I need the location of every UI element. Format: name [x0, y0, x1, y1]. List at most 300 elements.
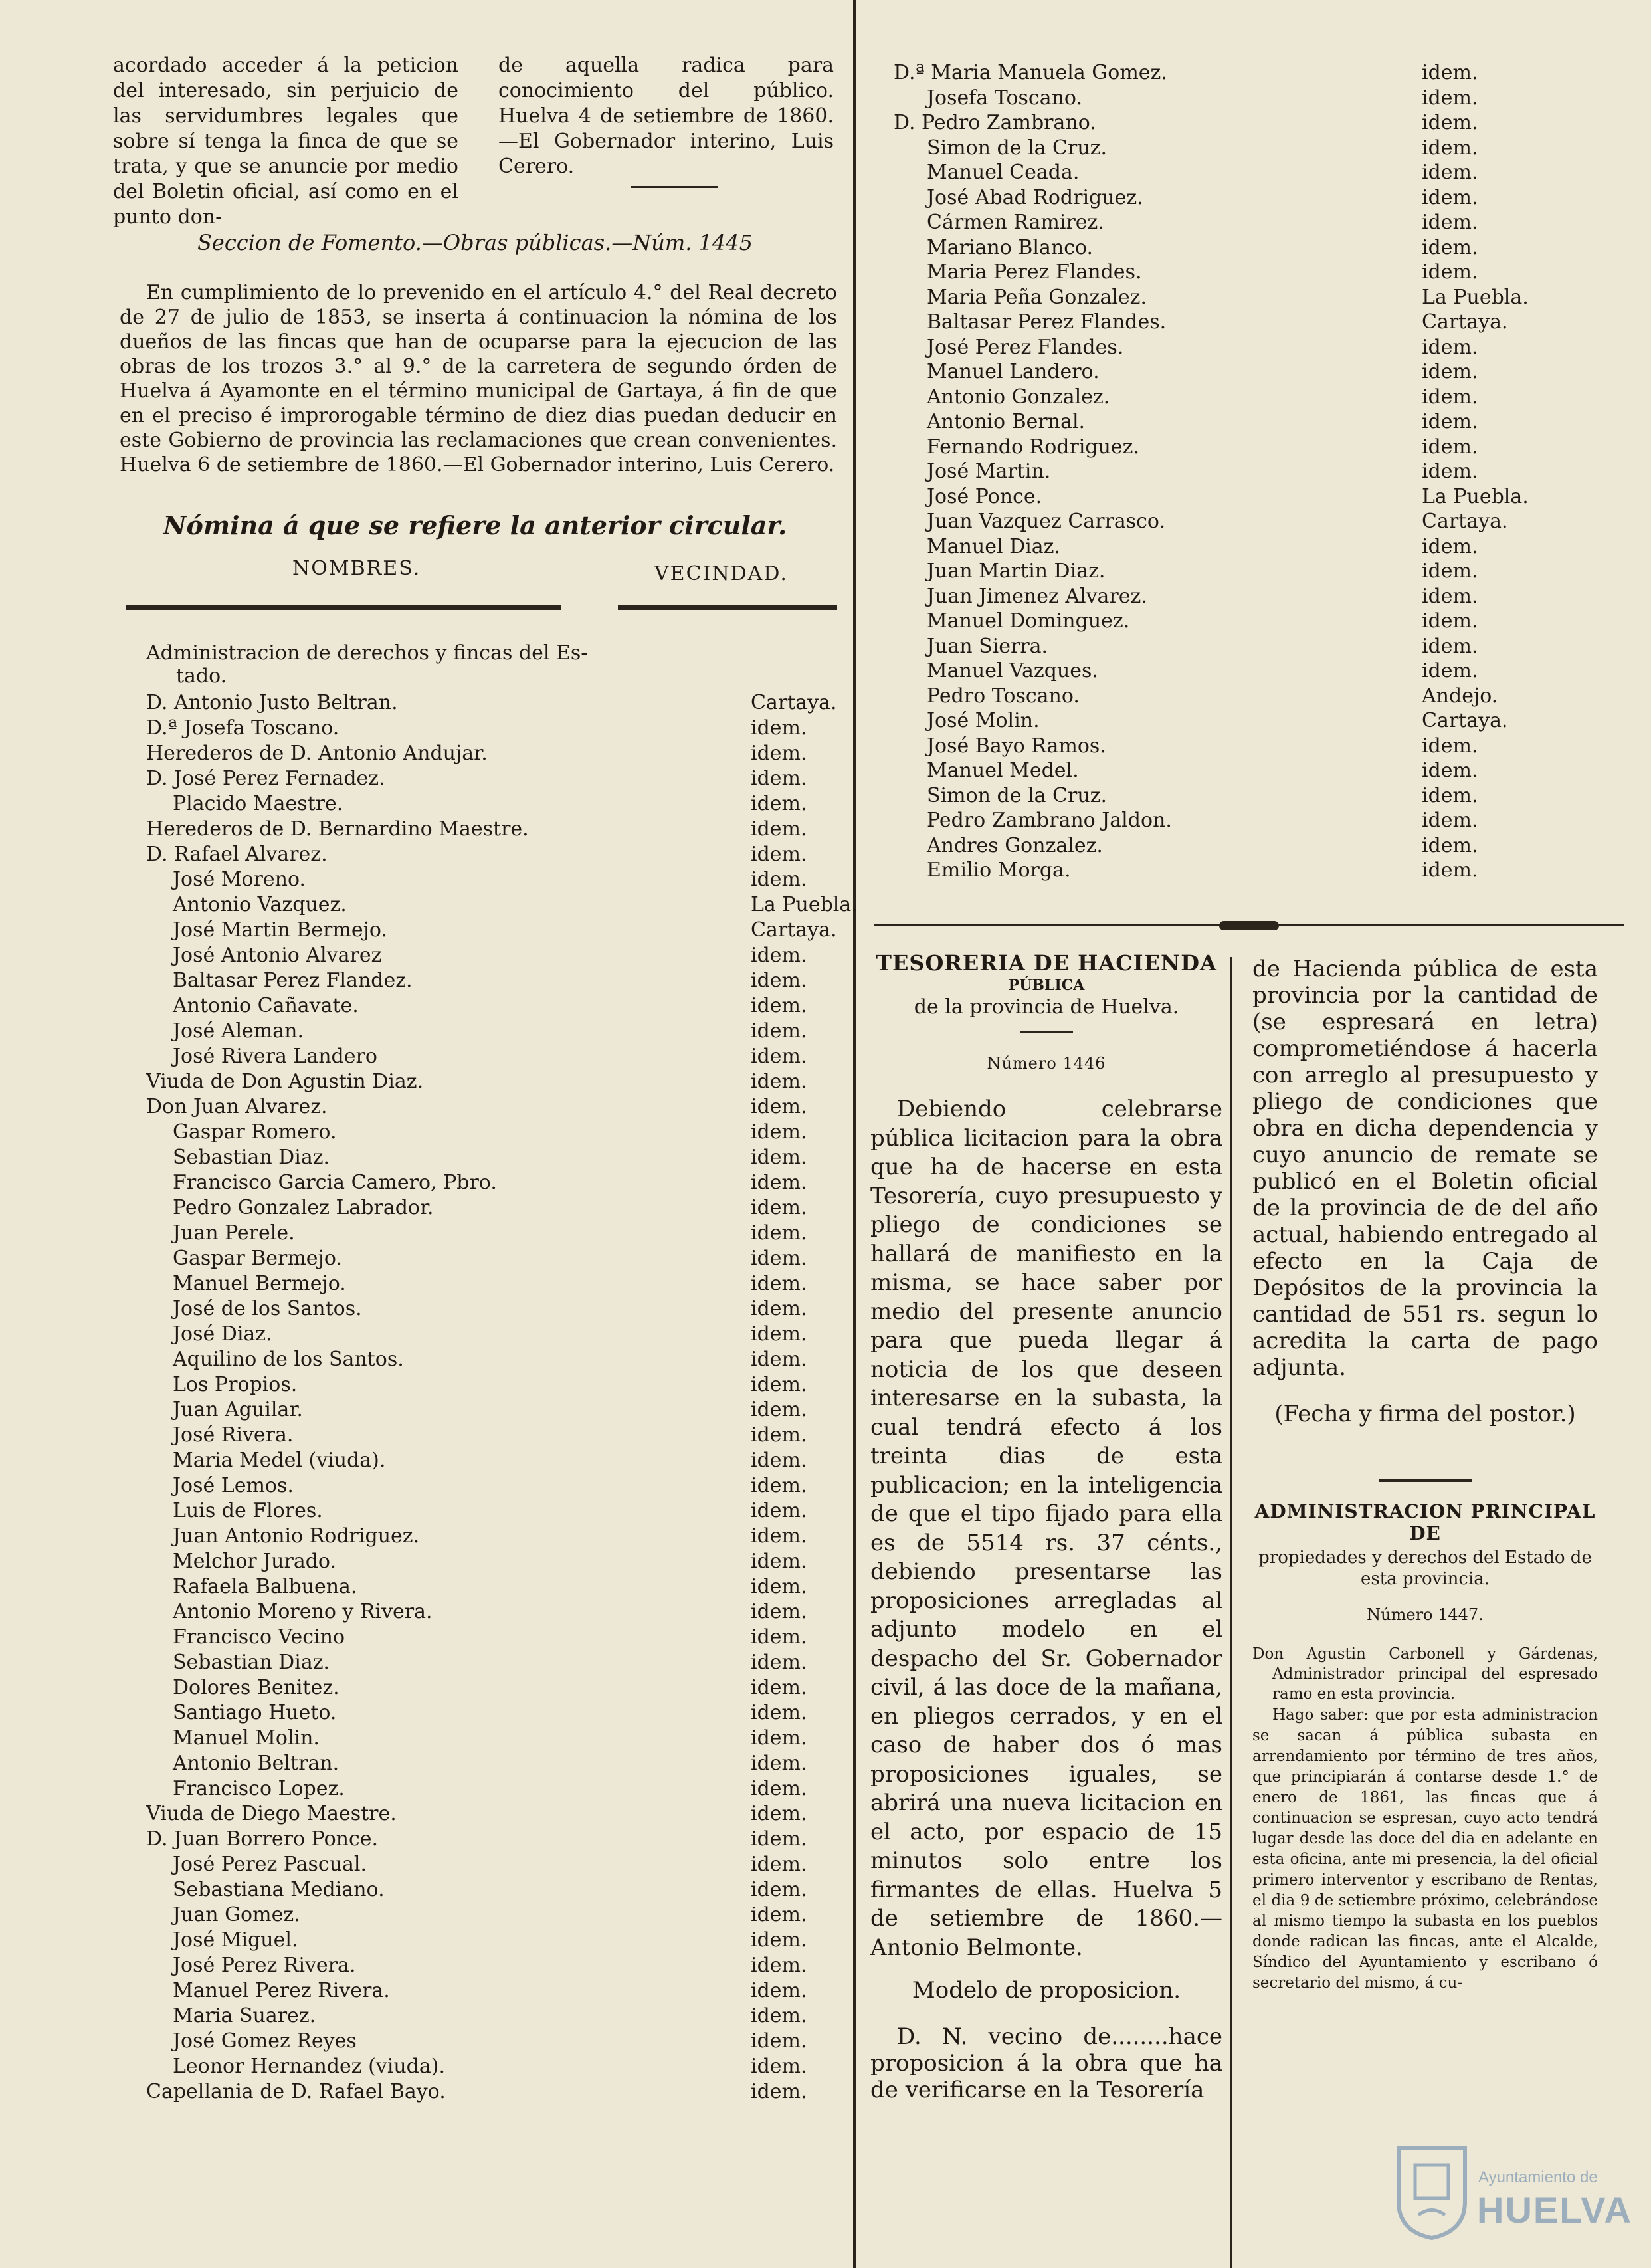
owner-name: Gaspar Bermejo.	[173, 1247, 342, 1270]
owner-name: Juan Antonio Rodriguez.	[173, 1524, 420, 1548]
owner-name: José Gomez Reyes	[173, 2029, 357, 2053]
header-vecindad: VECINDAD.	[654, 562, 788, 585]
owner-vecindad: Andejo.	[1422, 684, 1498, 708]
list-item	[146, 1221, 837, 1247]
owner-vecindad: idem.	[751, 1499, 807, 1522]
owner-name: José Antonio Alvarez	[173, 944, 382, 967]
list-item	[894, 211, 1571, 236]
list-item	[894, 385, 1571, 411]
owner-name: José Rivera Landero	[173, 1045, 377, 1068]
owner-vecindad: idem.	[751, 1070, 807, 1093]
list-item	[146, 1348, 837, 1373]
right-entries-list	[894, 61, 1571, 912]
owner-name: D.ª Josefa Toscano.	[146, 716, 340, 740]
owner-name: José Moreno.	[173, 868, 306, 891]
list-item	[146, 2080, 837, 2105]
owner-name: Francisco Lopez.	[173, 1777, 345, 1800]
owner-name: D. José Perez Fernadez.	[146, 767, 385, 790]
owner-vecindad: idem.	[751, 1423, 807, 1447]
owner-name: Herederos de D. Bernardino Maestre.	[146, 817, 529, 841]
list-item	[894, 86, 1571, 112]
list-item	[894, 360, 1571, 385]
list-item	[146, 1019, 837, 1045]
list-item	[146, 868, 837, 893]
list-item	[146, 1423, 837, 1449]
shield-icon	[1392, 2142, 1472, 2241]
owner-vecindad: idem.	[751, 1247, 807, 1270]
list-item	[894, 111, 1571, 136]
admin-title: ADMINISTRACION PRINCIPAL DE	[1254, 1500, 1596, 1544]
owner-name: Antonio Vazquez.	[173, 893, 347, 916]
owner-vecindad: idem.	[751, 1322, 807, 1346]
owner-vecindad: idem.	[751, 1146, 807, 1169]
owner-name: Francisco Garcia Camero, Pbro.	[173, 1171, 497, 1194]
owner-name: Manuel Landero.	[927, 360, 1100, 383]
owner-name: Sebastian Diaz.	[173, 1146, 330, 1169]
list-item	[146, 742, 837, 767]
list-item	[146, 792, 837, 817]
list-item	[894, 635, 1571, 660]
owner-vecindad: idem.	[751, 1701, 807, 1724]
owner-name: José de los Santos.	[173, 1297, 362, 1320]
nomina-title: Nómina á que se refiere la anterior circular.	[163, 510, 787, 540]
list-item	[146, 1802, 837, 1827]
list-item	[894, 136, 1571, 161]
owner-vecindad: idem.	[751, 1171, 807, 1194]
owner-name: Baltasar Perez Flandes.	[927, 310, 1167, 334]
left-entries-list	[146, 691, 858, 2153]
tesoreria-notice	[870, 950, 1222, 2103]
list-item	[146, 1272, 837, 1297]
owner-vecindad: idem.	[751, 1524, 807, 1548]
owner-vecindad: idem.	[1422, 534, 1478, 558]
owner-vecindad: idem.	[751, 742, 807, 765]
tesoreria-subtitle-province: de la provincia de Huelva.	[914, 995, 1179, 1019]
owner-name: José Perez Pascual.	[173, 1853, 367, 1876]
owner-vecindad: idem.	[751, 716, 807, 740]
owner-name: Don Juan Alvarez.	[146, 1095, 328, 1118]
tesoreria-continued	[1252, 956, 1598, 1994]
owner-vecindad: idem.	[1422, 385, 1478, 409]
list-item	[894, 510, 1571, 535]
list-item	[894, 834, 1571, 859]
list-item	[146, 1827, 837, 1853]
owner-vecindad: idem.	[1422, 61, 1478, 84]
owner-name: Antonio Beltran.	[173, 1752, 340, 1775]
owner-name: Josefa Toscano.	[927, 86, 1082, 110]
owner-vecindad: idem.	[751, 1676, 807, 1699]
list-item	[146, 767, 837, 792]
list-item	[146, 1954, 837, 1979]
owner-name: Francisco Vecino	[173, 1625, 345, 1649]
owner-vecindad: idem.	[751, 1095, 807, 1118]
list-item	[146, 1853, 837, 1878]
owner-vecindad: idem.	[1422, 634, 1478, 658]
list-item	[894, 410, 1571, 435]
owner-vecindad: idem.	[751, 1928, 807, 1952]
list-item	[146, 1297, 837, 1322]
tesoreria-continued-text: de Hacienda pública de esta provincia por la cantidad de (se espresará en letra) comprometiéndose á hacerla con arreglo al presupuesto y pliego de condiciones que obra en dicha dependencia y cuyo anuncio de remate se publicó en el Boletin oficial de la provincia de de del año actual, habiendo entregado al efecto en la Caja de Depósitos de la provincia la cantidad de 551 rs. segun lo acredita la carta de pago adjunta.	[1252, 956, 1598, 1381]
list-item	[146, 1676, 837, 1701]
owner-name: Santiago Hueto.	[173, 1701, 337, 1724]
owner-name: Antonio Bernal.	[927, 410, 1086, 433]
owner-vecindad: idem.	[751, 1827, 807, 1851]
owner-vecindad: idem.	[1422, 235, 1478, 259]
owner-vecindad: Cartaya.	[751, 691, 837, 714]
ornament-divider	[874, 921, 1624, 930]
tesoreria-signature: (Fecha y firma del postor.)	[1274, 1401, 1576, 1427]
owner-name: Maria Peña Gonzalez.	[927, 285, 1147, 309]
admin-number: Número 1447.	[1367, 1605, 1484, 1624]
list-item	[894, 759, 1571, 784]
owner-name: Juan Gomez.	[173, 1903, 300, 1926]
list-item	[894, 61, 1571, 86]
list-item	[894, 161, 1571, 186]
table-header	[113, 557, 837, 617]
list-item	[146, 2004, 837, 2029]
admin-body: Hago saber: que por esta administracion se sacan á pública subasta en arrendamiento por término de tres años, que principiarán á contarse desde 1.° de enero de 1861, las fincas que á continuacion se espresan, cuyo acto tendrá lugar desde las doce del dia en adelante en esta oficina, ante mi presencia, la del oficial primero interventor y escribano de Rentas, el dia 9 de setiembre próximo, celebrándose al mismo tiempo la subasta en los pueblos donde radican las fincas, ante el Alcalde, Síndico del Ayuntamiento y escribano ó secretario del mismo, á cu-	[1252, 1706, 1598, 1992]
owner-vecindad: idem.	[751, 2055, 807, 2078]
list-item	[146, 1600, 837, 1625]
list-item	[894, 460, 1571, 485]
owner-name: Manuel Ceada.	[927, 161, 1080, 184]
list-item	[146, 1928, 837, 1954]
list-item	[146, 1625, 837, 1651]
owner-name: Baltasar Perez Flandez.	[173, 969, 413, 992]
owner-vecindad: idem.	[1422, 335, 1478, 359]
list-item	[146, 1070, 837, 1095]
owner-vecindad: Cartaya.	[751, 918, 837, 942]
first-entry-line2: tado.	[176, 665, 227, 688]
owner-name: D. Juan Borrero Ponce.	[146, 1827, 379, 1851]
owner-vecindad: idem.	[1422, 211, 1478, 234]
tesoreria-body: Debiendo celebrarse pública licitacion para la obra que ha de hacerse en esta Tesorería, cuyo presupuesto y pliego de condiciones se hallará de manifiesto en la misma, se hace saber por medio del presente anuncio para que pueda llegar á noticia de los que deseen interesarse en la subasta, la cual tendrá efecto á los treinta dias de esta publicacion; en la inteligencia de que el tipo fijado para ella es de 5514 rs. 37 cénts., debiendo presentarse las proposiciones arregladas al adjunto modelo en el despacho del Sr. Gobernador civil, á las doce de la mañana, en pliegos cerrados, y en el caso de haber dos ó mas proposiciones iguales, se abrirá una nueva licitacion en el acto, por espacio de 15 minutos solo entre los firmantes de ellas. Huelva 5 de setiembre de 1860.—Antonio Belmonte.	[870, 1096, 1222, 1961]
owner-vecindad: idem.	[1422, 783, 1478, 807]
watermark-line1: Ayuntamiento de	[1478, 2168, 1598, 2186]
list-item	[146, 691, 837, 716]
list-item	[894, 560, 1571, 585]
list-item	[894, 709, 1571, 734]
owner-vecindad: idem.	[751, 1802, 807, 1825]
owner-vecindad: idem.	[751, 969, 807, 992]
owner-vecindad: idem.	[1422, 560, 1478, 583]
owner-name: Manuel Vazques.	[927, 659, 1098, 682]
list-item	[146, 1449, 837, 1474]
model-title: Modelo de proposicion.	[912, 1977, 1181, 2004]
owner-vecindad: idem.	[1422, 460, 1478, 483]
watermark-line2: HUELVA	[1477, 2189, 1632, 2231]
owner-vecindad: idem.	[1422, 111, 1478, 134]
list-item	[146, 1373, 837, 1398]
owner-name: Manuel Perez Rivera.	[173, 1979, 390, 2002]
owner-name: José Miguel.	[173, 1928, 298, 1952]
owner-name: José Perez Rivera.	[173, 1954, 356, 1977]
owner-name: Juan Sierra.	[927, 634, 1048, 658]
owner-name: Manuel Diaz.	[927, 534, 1061, 558]
list-item	[894, 659, 1571, 684]
owner-vecindad: idem.	[751, 1625, 807, 1649]
list-item	[894, 609, 1571, 635]
list-item	[146, 1701, 837, 1726]
owner-name: Mariano Blanco.	[927, 235, 1094, 259]
owner-vecindad: idem.	[1422, 360, 1478, 383]
list-item	[146, 1777, 837, 1802]
owner-name: Fernando Rodriguez.	[927, 435, 1140, 459]
owner-vecindad: idem.	[751, 1045, 807, 1068]
admin-divider	[1379, 1479, 1472, 1482]
owner-vecindad: idem.	[751, 843, 807, 866]
admin-intro: Don Agustin Carbonell y Gárdenas, Administrador principal del espresado ramo en esta provincia.	[1252, 1645, 1598, 1702]
owner-name: José Lemos.	[173, 1474, 294, 1497]
owner-name: Aquilino de los Santos.	[173, 1348, 404, 1371]
list-item	[146, 969, 837, 994]
owner-name: Cármen Ramirez.	[927, 211, 1104, 234]
owner-vecindad: idem.	[1422, 86, 1478, 110]
owner-name: D. Rafael Alvarez.	[146, 843, 328, 866]
owner-name: Capellania de D. Rafael Bayo.	[146, 2080, 446, 2103]
list-item	[146, 1979, 837, 2004]
owner-name: Rafaela Balbuena.	[173, 1575, 357, 1598]
owner-vecindad: idem.	[751, 1651, 807, 1674]
list-item	[894, 260, 1571, 286]
tesoreria-title: TESORERIA DE HACIENDA	[876, 950, 1217, 976]
owner-name: Herederos de D. Antonio Andujar.	[146, 742, 488, 765]
owner-vecindad: idem.	[751, 2029, 807, 2053]
list-item	[894, 535, 1571, 560]
owner-name: Pedro Zambrano Jaldon.	[927, 809, 1172, 832]
column-rule-left	[853, 0, 856, 2268]
owner-name: José Bayo Ramos.	[927, 734, 1106, 758]
owner-name: Juan Martin Diaz.	[927, 560, 1106, 583]
tesoreria-divider	[1020, 1031, 1073, 1033]
intro-left-text: acordado acceder á la peticion del interesado, sin perjuicio de las servidumbres legales que sobre sí tenga la finca de que se trata, y que se anuncie por medio del Boletin oficial, así como en el punto don-	[113, 54, 458, 229]
owner-vecindad: La Puebla.	[751, 893, 858, 916]
list-item	[146, 1196, 837, 1221]
owner-vecindad: idem.	[751, 2004, 807, 2027]
header-rule-names	[126, 605, 561, 610]
owner-vecindad: Cartaya.	[1422, 709, 1508, 732]
admin-subtitle: propiedades y derechos del Estado de esta provincia.	[1258, 1548, 1592, 1589]
owner-vecindad: idem.	[1422, 584, 1478, 608]
owner-vecindad: idem.	[751, 1120, 807, 1144]
owner-vecindad: idem.	[751, 1600, 807, 1623]
list-item	[894, 684, 1571, 710]
owner-vecindad: idem.	[1422, 185, 1478, 209]
list-item	[894, 859, 1571, 884]
owner-name: Viuda de Don Agustin Diaz.	[146, 1070, 424, 1093]
owner-name: Juan Perele.	[173, 1221, 295, 1245]
header-names: NOMBRES.	[292, 557, 421, 580]
owner-name: Manuel Medel.	[927, 759, 1079, 782]
owner-vecindad: idem.	[751, 1550, 807, 1573]
owner-vecindad: Cartaya.	[1422, 510, 1508, 533]
list-item	[146, 944, 837, 969]
owner-name: José Abad Rodriguez.	[927, 185, 1143, 209]
list-item	[146, 893, 858, 918]
owner-name: Antonio Moreno y Rivera.	[173, 1600, 433, 1623]
owner-name: Manuel Bermejo.	[173, 1272, 346, 1295]
owner-vecindad: idem.	[1422, 659, 1478, 682]
owner-vecindad: idem.	[1422, 410, 1478, 433]
owner-vecindad: idem.	[751, 1196, 807, 1219]
owner-name: Antonio Gonzalez.	[927, 385, 1110, 409]
list-item	[146, 2055, 837, 2080]
list-item	[894, 336, 1571, 361]
owner-name: Placido Maestre.	[173, 792, 343, 815]
owner-name: Maria Perez Flandes.	[927, 260, 1142, 284]
owner-name: Sebastiana Mediano.	[173, 1878, 385, 1901]
owner-name: Juan Aguilar.	[173, 1398, 303, 1421]
owner-name: José Diaz.	[173, 1322, 272, 1346]
owner-name: Gaspar Romero.	[173, 1120, 337, 1144]
list-item	[894, 734, 1571, 760]
owner-vecindad: La Puebla.	[1422, 285, 1529, 309]
huelva-watermark	[1392, 2142, 1632, 2241]
list-item	[146, 1322, 837, 1348]
header-rule-vecindad	[618, 605, 837, 610]
owner-name: Luis de Flores.	[173, 1499, 323, 1522]
owner-name: José Molin.	[927, 709, 1040, 732]
owner-vecindad: idem.	[751, 1019, 807, 1043]
owner-vecindad: idem.	[751, 1272, 807, 1295]
owner-vecindad: idem.	[1422, 734, 1478, 758]
list-item	[146, 994, 837, 1019]
owner-name: Maria Medel (viuda).	[173, 1449, 386, 1472]
owner-vecindad: idem.	[751, 1373, 807, 1396]
owner-vecindad: idem.	[1422, 161, 1478, 184]
list-item	[146, 1726, 837, 1752]
owner-name: José Martin Bermejo.	[173, 918, 387, 942]
owner-name: Manuel Dominguez.	[927, 609, 1130, 633]
owner-vecindad: idem.	[751, 1903, 807, 1926]
list-item	[146, 843, 837, 868]
list-item	[146, 1398, 837, 1423]
owner-name: José Martin.	[927, 460, 1051, 483]
owner-vecindad: idem.	[751, 1954, 807, 1977]
owner-name: Manuel Molin.	[173, 1726, 320, 1750]
owner-name: Juan Vazquez Carrasco.	[927, 510, 1165, 533]
owner-vecindad: idem.	[1422, 435, 1478, 459]
owner-vecindad: idem.	[751, 792, 807, 815]
list-item	[894, 286, 1571, 311]
list-item	[894, 809, 1571, 834]
list-item	[146, 716, 837, 742]
list-item	[146, 1146, 837, 1171]
list-item	[146, 1550, 837, 1575]
owner-vecindad: idem.	[751, 944, 807, 967]
owner-vecindad: idem.	[751, 767, 807, 790]
owner-name: Sebastian Diaz.	[173, 1651, 330, 1674]
model-body: D. N. vecino de........hace proposicion á la obra que ha de verificarse en la Tesorería	[870, 2023, 1222, 2103]
list-item	[146, 1120, 837, 1146]
owner-vecindad: idem.	[751, 1777, 807, 1800]
list-item	[894, 485, 1571, 510]
list-item	[146, 1247, 837, 1272]
decree-text: En cumplimiento de lo prevenido en el artículo 4.° del Real decreto de 27 de julio de 1853, se inserta á continuacion la nómina de los dueños de las fincas que han de ocuparse para la ejecucion de las obras de los trozos 3.° al 9.° de la carretera de segundo órden de Huelva á Ayamonte en el término municipal de Gartaya, á fin de que en el preciso é improrogable término de diez dias puedan deducir en este Gobierno de provincia las reclamaciones que crean convenientes. Huelva 6 de setiembre de 1860.—El Gobernador interino, Luis Cerero.	[120, 281, 837, 476]
list-item	[146, 1878, 837, 1903]
owner-vecindad: Cartaya.	[1422, 310, 1508, 334]
owner-name: D.ª Maria Manuela Gomez.	[894, 61, 1167, 84]
list-item	[146, 1752, 837, 1777]
list-item	[146, 918, 837, 944]
owner-name: José Aleman.	[173, 1019, 304, 1043]
list-item	[894, 585, 1571, 610]
list-item	[894, 435, 1571, 461]
tesoreria-number: Número 1446	[987, 1054, 1106, 1073]
owner-vecindad: idem.	[1422, 859, 1478, 882]
owner-name: Juan Jimenez Alvarez.	[927, 584, 1147, 608]
owner-name: Simon de la Cruz.	[927, 783, 1107, 807]
owner-vecindad: idem.	[751, 2080, 807, 2103]
owner-name: D. Pedro Zambrano.	[894, 111, 1096, 134]
intro-right-text: de aquella radica para conocimiento del público. Huelva 4 de setiembre de 1860.—El Gobernador interino, Luis Cerero.	[498, 54, 834, 178]
tesoreria-subtitle: PÚBLICA	[1008, 977, 1085, 994]
owner-name: Maria Suarez.	[173, 2004, 316, 2027]
owner-vecindad: idem.	[751, 1398, 807, 1421]
owner-vecindad: idem.	[751, 1449, 807, 1472]
owner-name: Viuda de Diego Maestre.	[146, 1802, 397, 1825]
owner-vecindad: idem.	[751, 1575, 807, 1598]
section-title: Seccion de Fomento.—Obras públicas.—Núm. 1445	[197, 230, 753, 255]
owner-vecindad: idem.	[751, 1221, 807, 1245]
owner-vecindad: idem.	[1422, 809, 1478, 832]
owner-name: José Perez Flandes.	[927, 335, 1124, 359]
column-rule-right	[1230, 957, 1232, 2268]
owner-vecindad: idem.	[751, 817, 807, 841]
owner-name: Antonio Cañavate.	[173, 994, 359, 1017]
owner-vecindad: idem.	[1422, 759, 1478, 782]
owner-vecindad: idem.	[751, 1474, 807, 1497]
owner-vecindad: idem.	[751, 1297, 807, 1320]
owner-name: Andres Gonzalez.	[927, 833, 1103, 857]
owner-name: Dolores Benitez.	[173, 1676, 340, 1699]
owner-vecindad: idem.	[751, 1853, 807, 1876]
owner-name: Simon de la Cruz.	[927, 136, 1107, 159]
list-item	[894, 236, 1571, 261]
owner-vecindad: idem.	[751, 1878, 807, 1901]
intro-divider	[631, 186, 718, 188]
owner-vecindad: idem.	[751, 868, 807, 891]
owner-vecindad: idem.	[751, 1348, 807, 1371]
owner-name: Pedro Toscano.	[927, 684, 1080, 708]
owner-name: Emilio Morga.	[927, 859, 1071, 882]
owner-name: Los Propios.	[173, 1373, 298, 1396]
first-entry-line1: Administracion de derechos y fincas del Es-	[146, 641, 588, 665]
list-item	[146, 1045, 837, 1070]
list-item	[146, 1095, 837, 1120]
owner-vecindad: idem.	[1422, 833, 1478, 857]
owner-vecindad: idem.	[1422, 609, 1478, 633]
list-item	[146, 1575, 837, 1600]
list-item	[146, 2029, 837, 2055]
owner-name: D. Antonio Justo Beltran.	[146, 691, 398, 714]
list-item	[894, 186, 1571, 211]
list-item	[146, 1524, 837, 1550]
list-item	[146, 1474, 837, 1499]
owner-name: José Rivera.	[173, 1423, 294, 1447]
list-item	[146, 1903, 837, 1928]
owner-vecindad: idem.	[751, 1752, 807, 1775]
list-item	[146, 1171, 837, 1196]
owner-vecindad: La Puebla.	[1422, 484, 1529, 508]
list-item	[146, 817, 837, 843]
owner-vecindad: idem.	[1422, 136, 1478, 159]
list-item	[894, 784, 1571, 809]
owner-name: Melchor Jurado.	[173, 1550, 336, 1573]
list-item	[894, 310, 1571, 336]
owner-name: Leonor Hernandez (viuda).	[173, 2055, 445, 2078]
owner-vecindad: idem.	[1422, 260, 1478, 284]
